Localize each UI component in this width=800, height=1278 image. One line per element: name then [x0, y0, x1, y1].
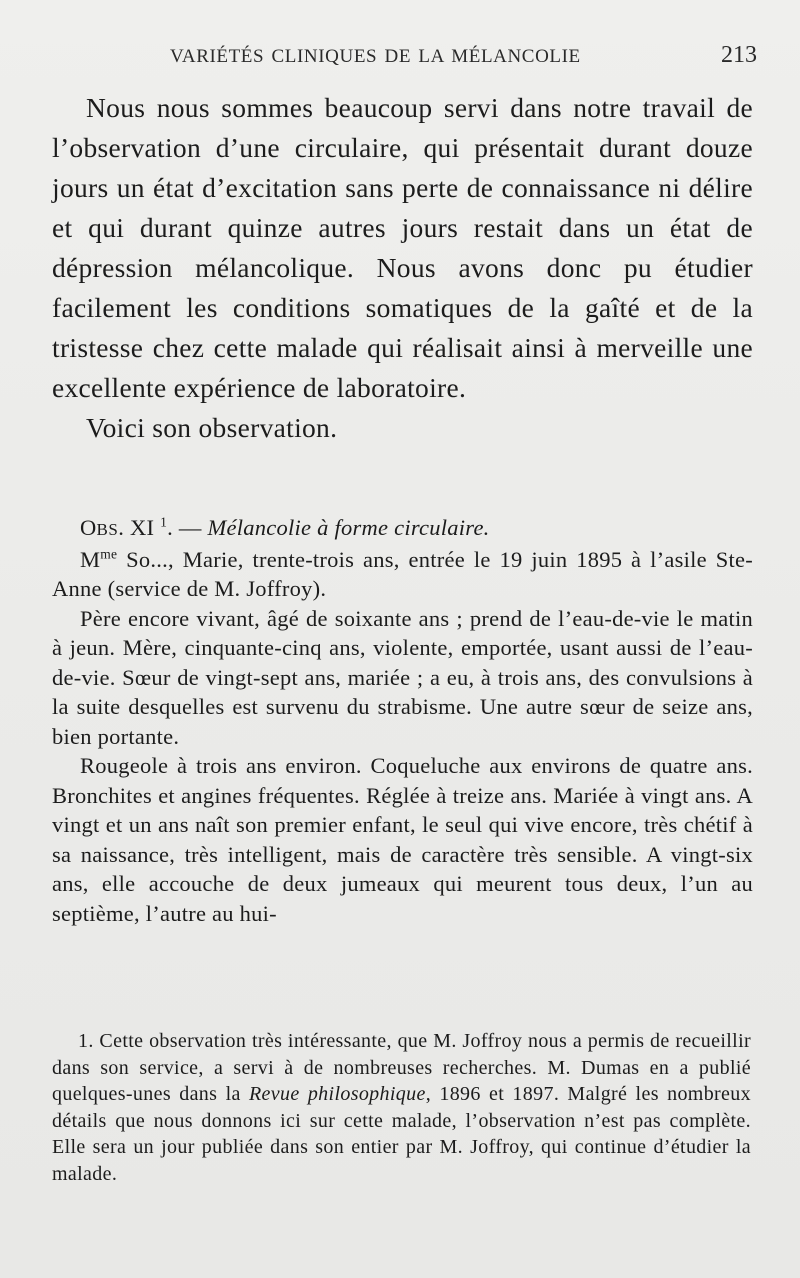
observation-section	[52, 513, 753, 928]
observation-label	[80, 515, 154, 540]
observation-dash: . —	[167, 515, 208, 540]
paragraph-intro: Nous nous sommes beaucoup servi dans notre travail de l’observation d’une circulaire, qui présentait durant douze jours un état d’excitation sans perte de connaissance ni délire et qui durant quinze autres jours restait dans un état de dépression mélancolique. Nous avons donc pu étudier facilement les conditions somatiques de la gaîté et de la tristesse chez cette malade qui réalisait ainsi à merveille une excellente expérience de laboratoire.	[52, 92, 753, 403]
observation-title: Mélancolie à forme circulaire.	[207, 515, 490, 540]
honorific-prefix: M	[80, 546, 101, 572]
observation-intro	[52, 545, 753, 604]
page-number: 213	[721, 42, 757, 68]
observation-family-history: Père encore vivant, âgé de soixante ans ; prend de l’eau-de-vie le matin à jeun. Mère, cinquante-cinq ans, violente, emportée, usant aussi de l’eau-de-vie. Sœur de vingt-sept ans, mariée ; a eu, à trois ans, des convulsions à la suite desquelles est survenu du strabisme. Une autre sœur de seize ans, bien portante.	[52, 605, 753, 749]
observation-intro-text: So..., Marie, trente-trois ans, entrée le 19 juin 1895 à l’asile Ste-Anne (service de M. Joffroy).	[52, 546, 753, 601]
footnote-reference[interactable]: 1	[160, 514, 168, 530]
running-title: VARIÉTÉS CLINIQUES DE LA MÉLANCOLIE	[170, 46, 581, 67]
observation-label-smallcaps: BS	[96, 520, 119, 539]
observation-label-number: . XI	[118, 515, 155, 540]
footnote-number: 1.	[78, 1030, 94, 1052]
observation-medical-history: Rougeole à trois ans environ. Coqueluche aux environs de quatre ans. Bronchites et angines fréquentes. Réglée à treize ans. Mariée à vingt ans. A vingt et un ans naît son premier enfant, le seul qui vive encore, très chétif à sa naissance, très intelligent, mais de caractère très sensible. A vingt-six ans, elle accouche de deux jumeaux qui meurent tous deux, l’un au septième, l’autre au hui-	[52, 753, 753, 926]
observation-label-initial: O	[80, 515, 97, 540]
honorific-superscript: me	[100, 546, 118, 561]
footnotes	[52, 1028, 751, 1188]
footnote-text-before: Cette observation très intéressante, que M. Joffroy nous a permis de recueillir dans son service, a servi à de nombreuses recherches. M. Dumas en a publié quelques-unes dans la	[52, 1030, 751, 1106]
footnote-text-after: , 1896 et 1897. Malgré les nombreux détails que nous donnons ici sur cette malade, l’observation n’est pas complète. Elle sera un jour publiée dans son entier par M. Joffroy, qui continue d’étudier la malade.	[52, 1083, 751, 1185]
observation-heading	[52, 513, 753, 545]
main-text	[52, 88, 753, 448]
footnote-journal-title: Revue philosophique	[248, 1083, 426, 1106]
footnote-1	[52, 1028, 751, 1188]
paragraph-voici: Voici son observation.	[86, 412, 338, 443]
running-head	[52, 40, 757, 76]
